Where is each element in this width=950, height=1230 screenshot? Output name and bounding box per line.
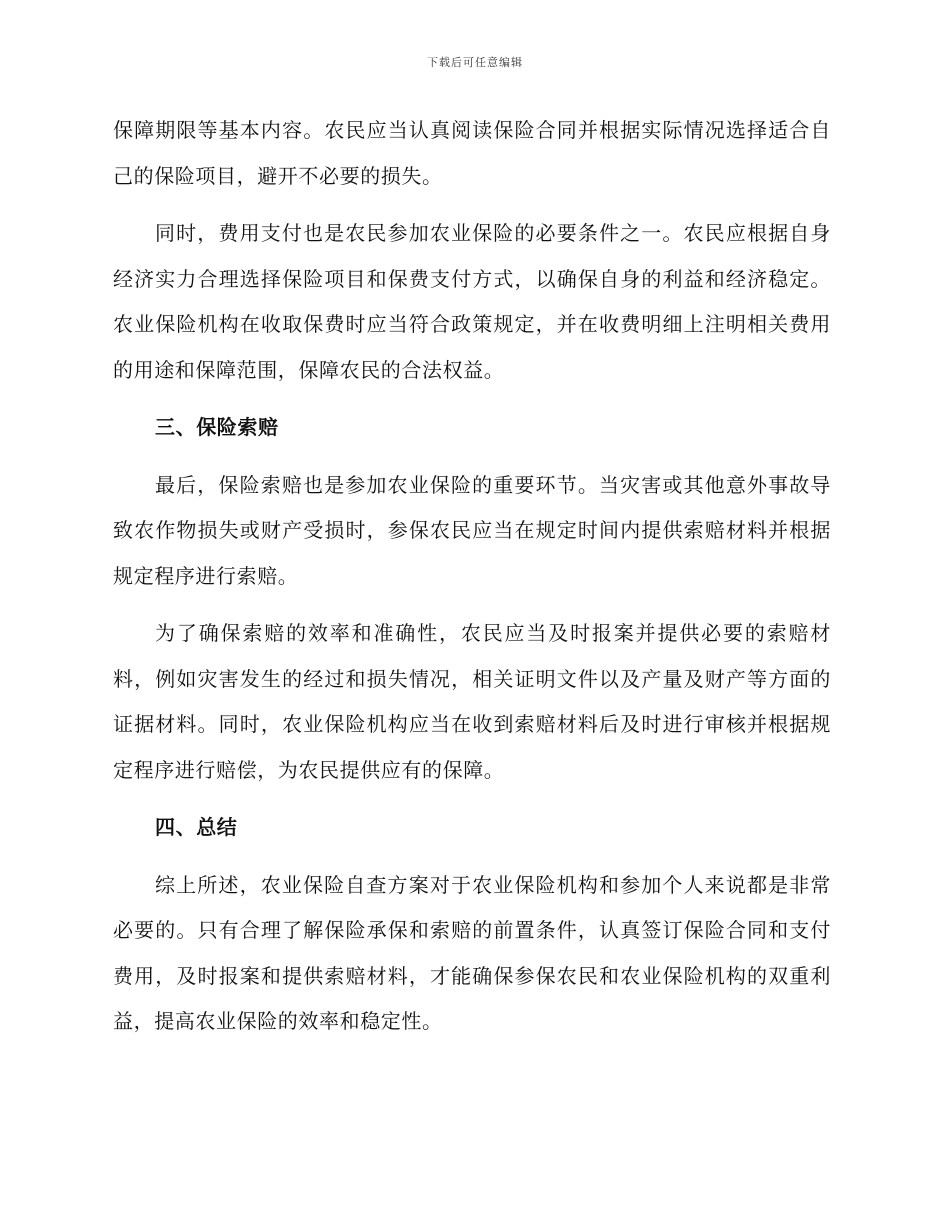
paragraph-summary: 综上所述，农业保险自查方案对于农业保险机构和参加个人来说都是非常必要的。只有合理了解保险承保和索赔的前置条件，认真签订保险合同和支付费用，及时报案和提供索赔材料，才能确保参保农民和农业保险机构的双重利益，提高农业保险的效率和稳定性。 [113, 872, 831, 1033]
section-heading-claims: 三、保险索赔 [155, 415, 279, 439]
paragraph-claims-intro: 最后，保险索赔也是参加农业保险的重要环节。当灾害或其他意外事故导致农作物损失或财产受损时，参保农民应当在规定时间内提供索赔材料并根据规定程序进行索赔。 [113, 472, 831, 588]
paragraph-claims-detail: 为了确保索赔的效率和准确性，农民应当及时报案并提供必要的索赔材料，例如灾害发生的经过和损失情况，相关证明文件以及产量及财产等方面的证据材料。同时，农业保险机构应当在收到索赔材料后及时进行审核并根据规定程序进行赔偿，为农民提供应有的保障。 [113, 621, 831, 782]
document-body [113, 108, 831, 1057]
page-header: 下载后可任意编辑 [427, 56, 523, 69]
paragraph-payment: 同时，费用支付也是农民参加农业保险的必要条件之一。农民应根据自身经济实力合理选择保险项目和保费支付方式，以确保自身的利益和经济稳定。农业保险机构在收取保费时应当符合政策规定，并在收费明细上注明相关费用的用途和保障范围，保障农民的合法权益。 [113, 221, 831, 382]
section-heading-summary: 四、总结 [155, 815, 238, 839]
paragraph-continuation: 保障期限等基本内容。农民应当认真阅读保险合同并根据实际情况选择适合自己的保险项目，避开不必要的损失。 [113, 118, 831, 188]
